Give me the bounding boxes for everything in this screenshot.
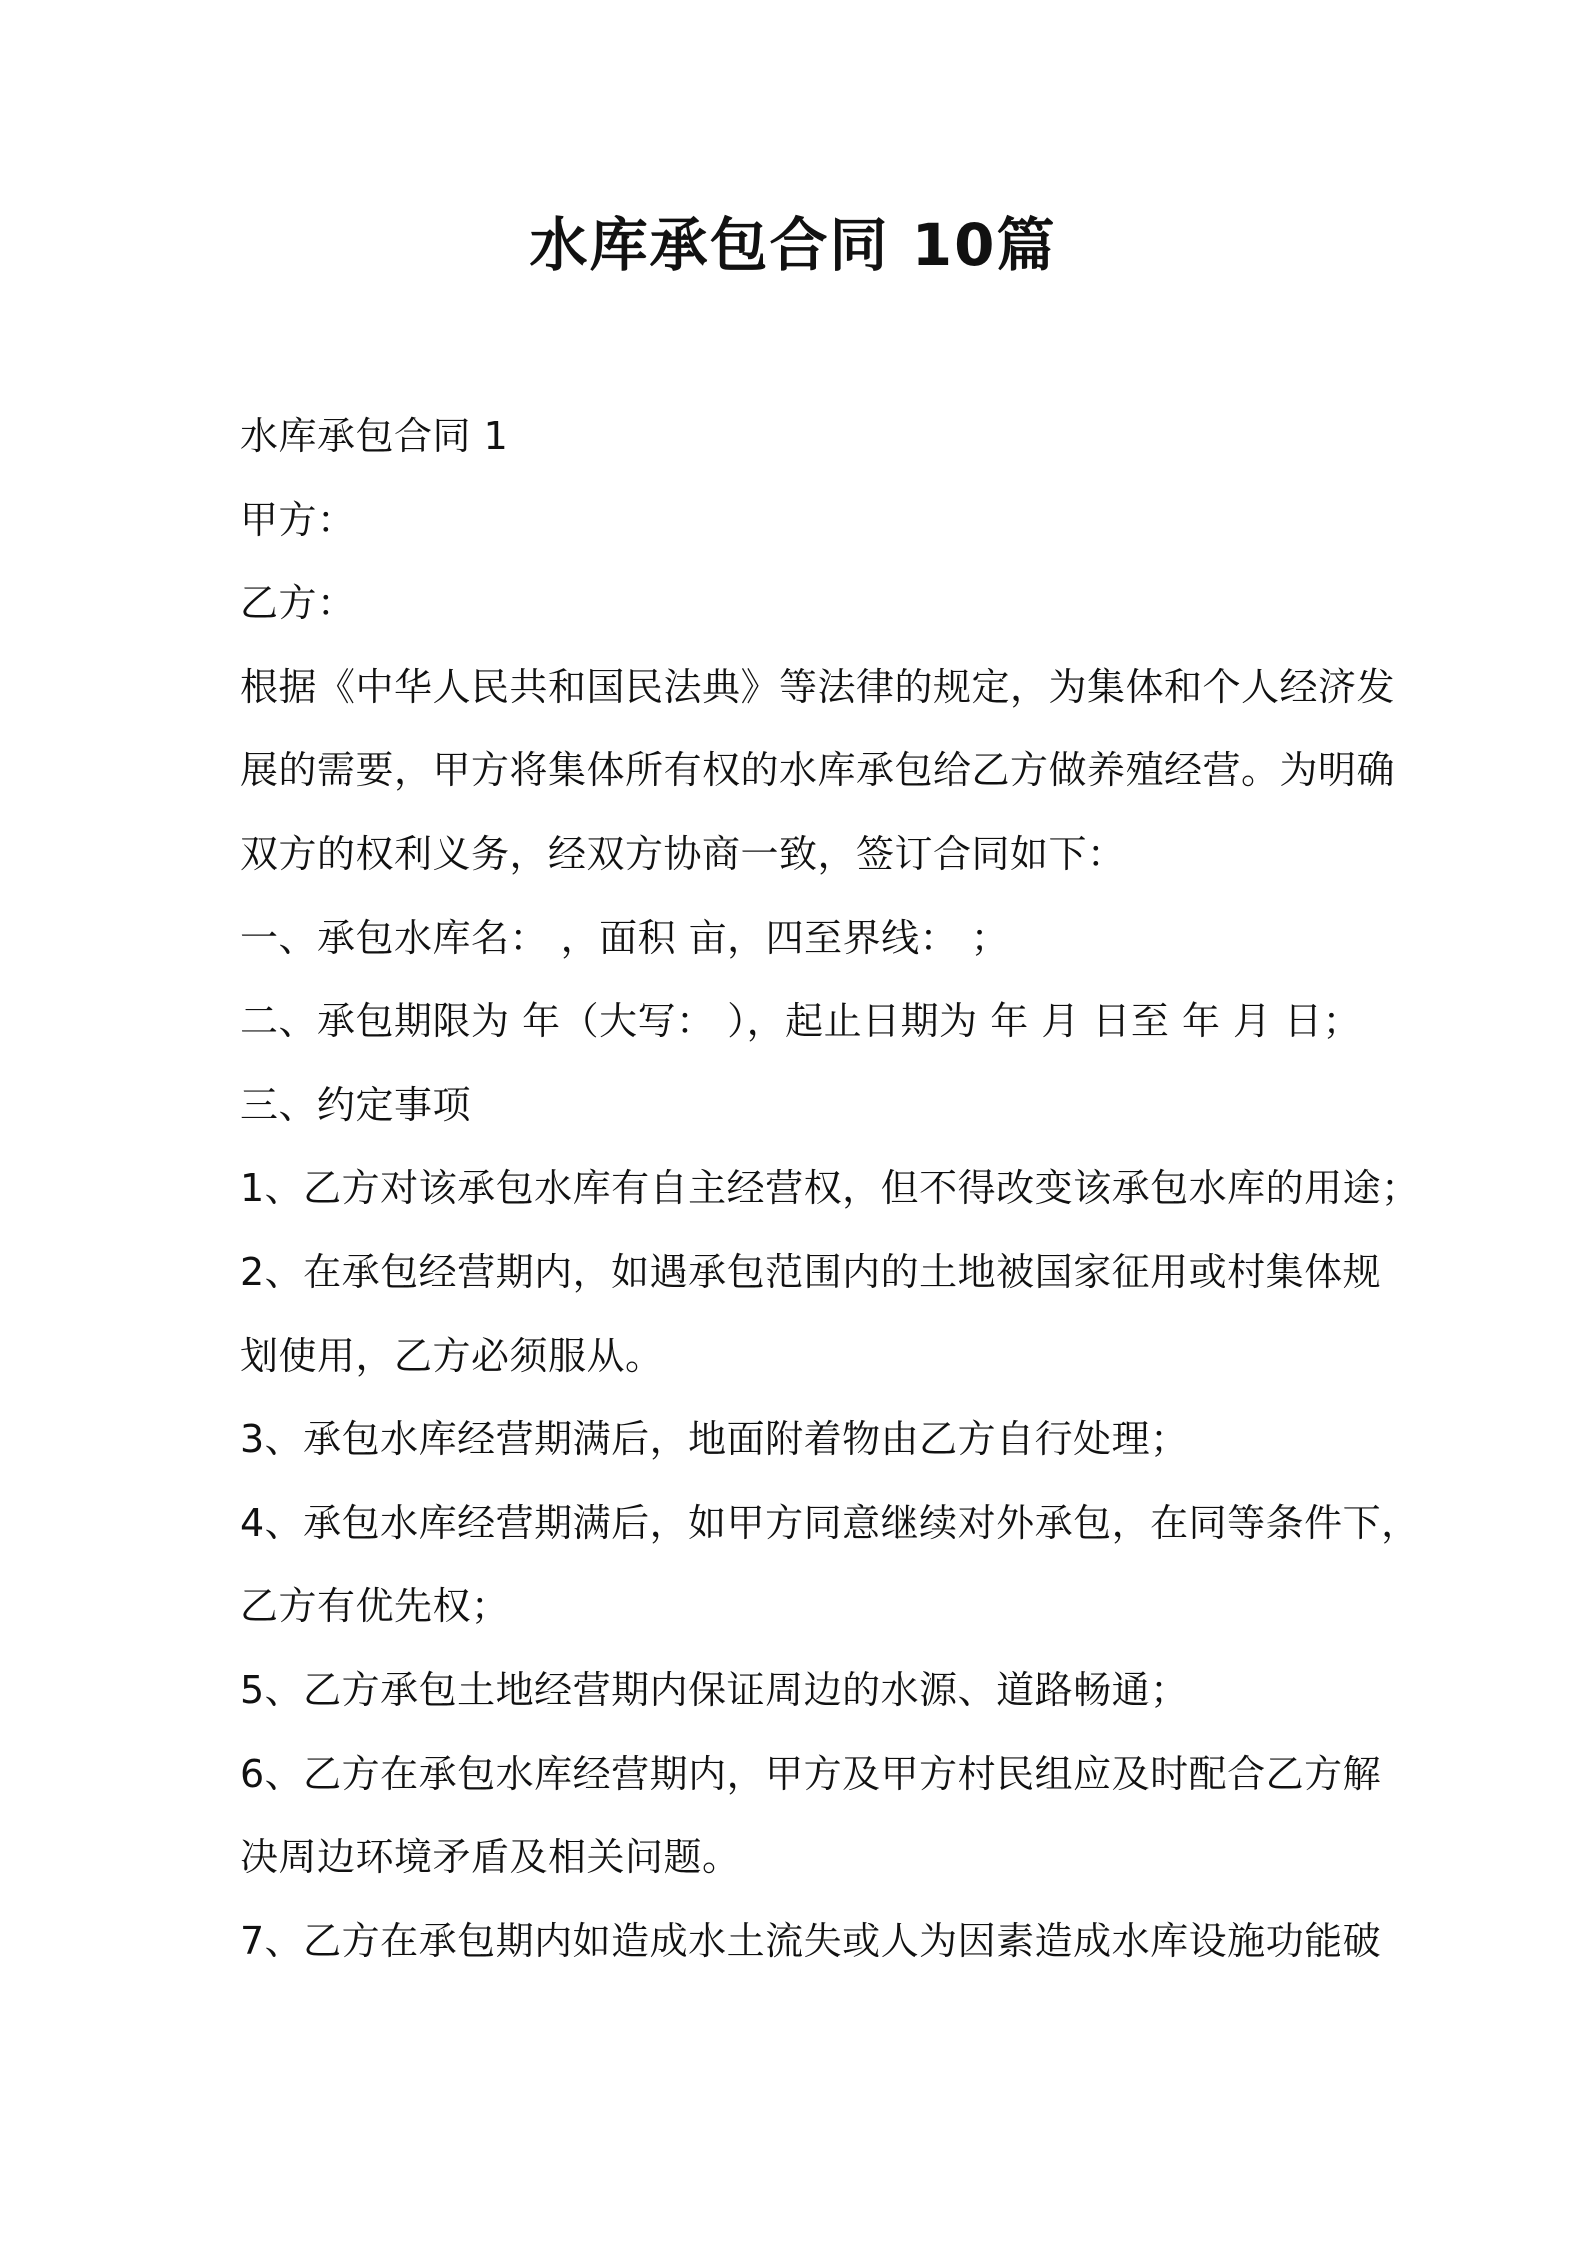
clause-line: 二、承包期限为 年（大写： ），起止日期为 年 月 日至 年 月 日；: [240, 999, 1362, 1044]
item-line: 2、在承包经营期内，如遇承包范围内的土地被国家征用或村集体规: [240, 1249, 1382, 1294]
paragraph-line: 双方的权利义务，经双方协商一致，签订合同如下：: [240, 831, 1126, 876]
clause-line: 一、承包水库名： ，面积 亩，四至界线： ；: [240, 915, 1010, 960]
item-line: 乙方有优先权；: [240, 1584, 510, 1629]
item-line: 5、乙方承包土地经营期内保证周边的水源、道路畅通；: [240, 1667, 1189, 1712]
party-b-line: 乙方：: [240, 581, 356, 626]
item-line: 1、乙方对该承包水库有自主经营权，但不得改变该承包水库的用途；: [240, 1166, 1420, 1211]
item-line: 4、承包水库经营期满后，如甲方同意继续对外承包，在同等条件下，: [240, 1500, 1420, 1545]
item-line: 划使用，乙方必须服从。: [240, 1333, 664, 1378]
item-line: 6、乙方在承包水库经营期内，甲方及甲方村民组应及时配合乙方解: [240, 1751, 1382, 1796]
document-title: 水库承包合同 10篇: [529, 211, 1057, 279]
paragraph-line: 根据《中华人民共和国民法典》等法律的规定，为集体和个人经济发: [240, 664, 1396, 709]
item-line: 7、乙方在承包期内如造成水土流失或人为因素造成水库设施功能破: [240, 1918, 1382, 1963]
paragraph-line: 展的需要，甲方将集体所有权的水库承包给乙方做养殖经营。为明确: [240, 748, 1396, 793]
item-line: 决周边环境矛盾及相关问题。: [240, 1835, 741, 1880]
section-heading: 三、约定事项: [240, 1082, 472, 1127]
item-line: 3、承包水库经营期满后，地面附着物由乙方自行处理；: [240, 1417, 1189, 1462]
party-a-line: 甲方：: [240, 497, 356, 542]
document-body: [240, 395, 1420, 1983]
contract-heading: 水库承包合同 1: [240, 414, 509, 458]
